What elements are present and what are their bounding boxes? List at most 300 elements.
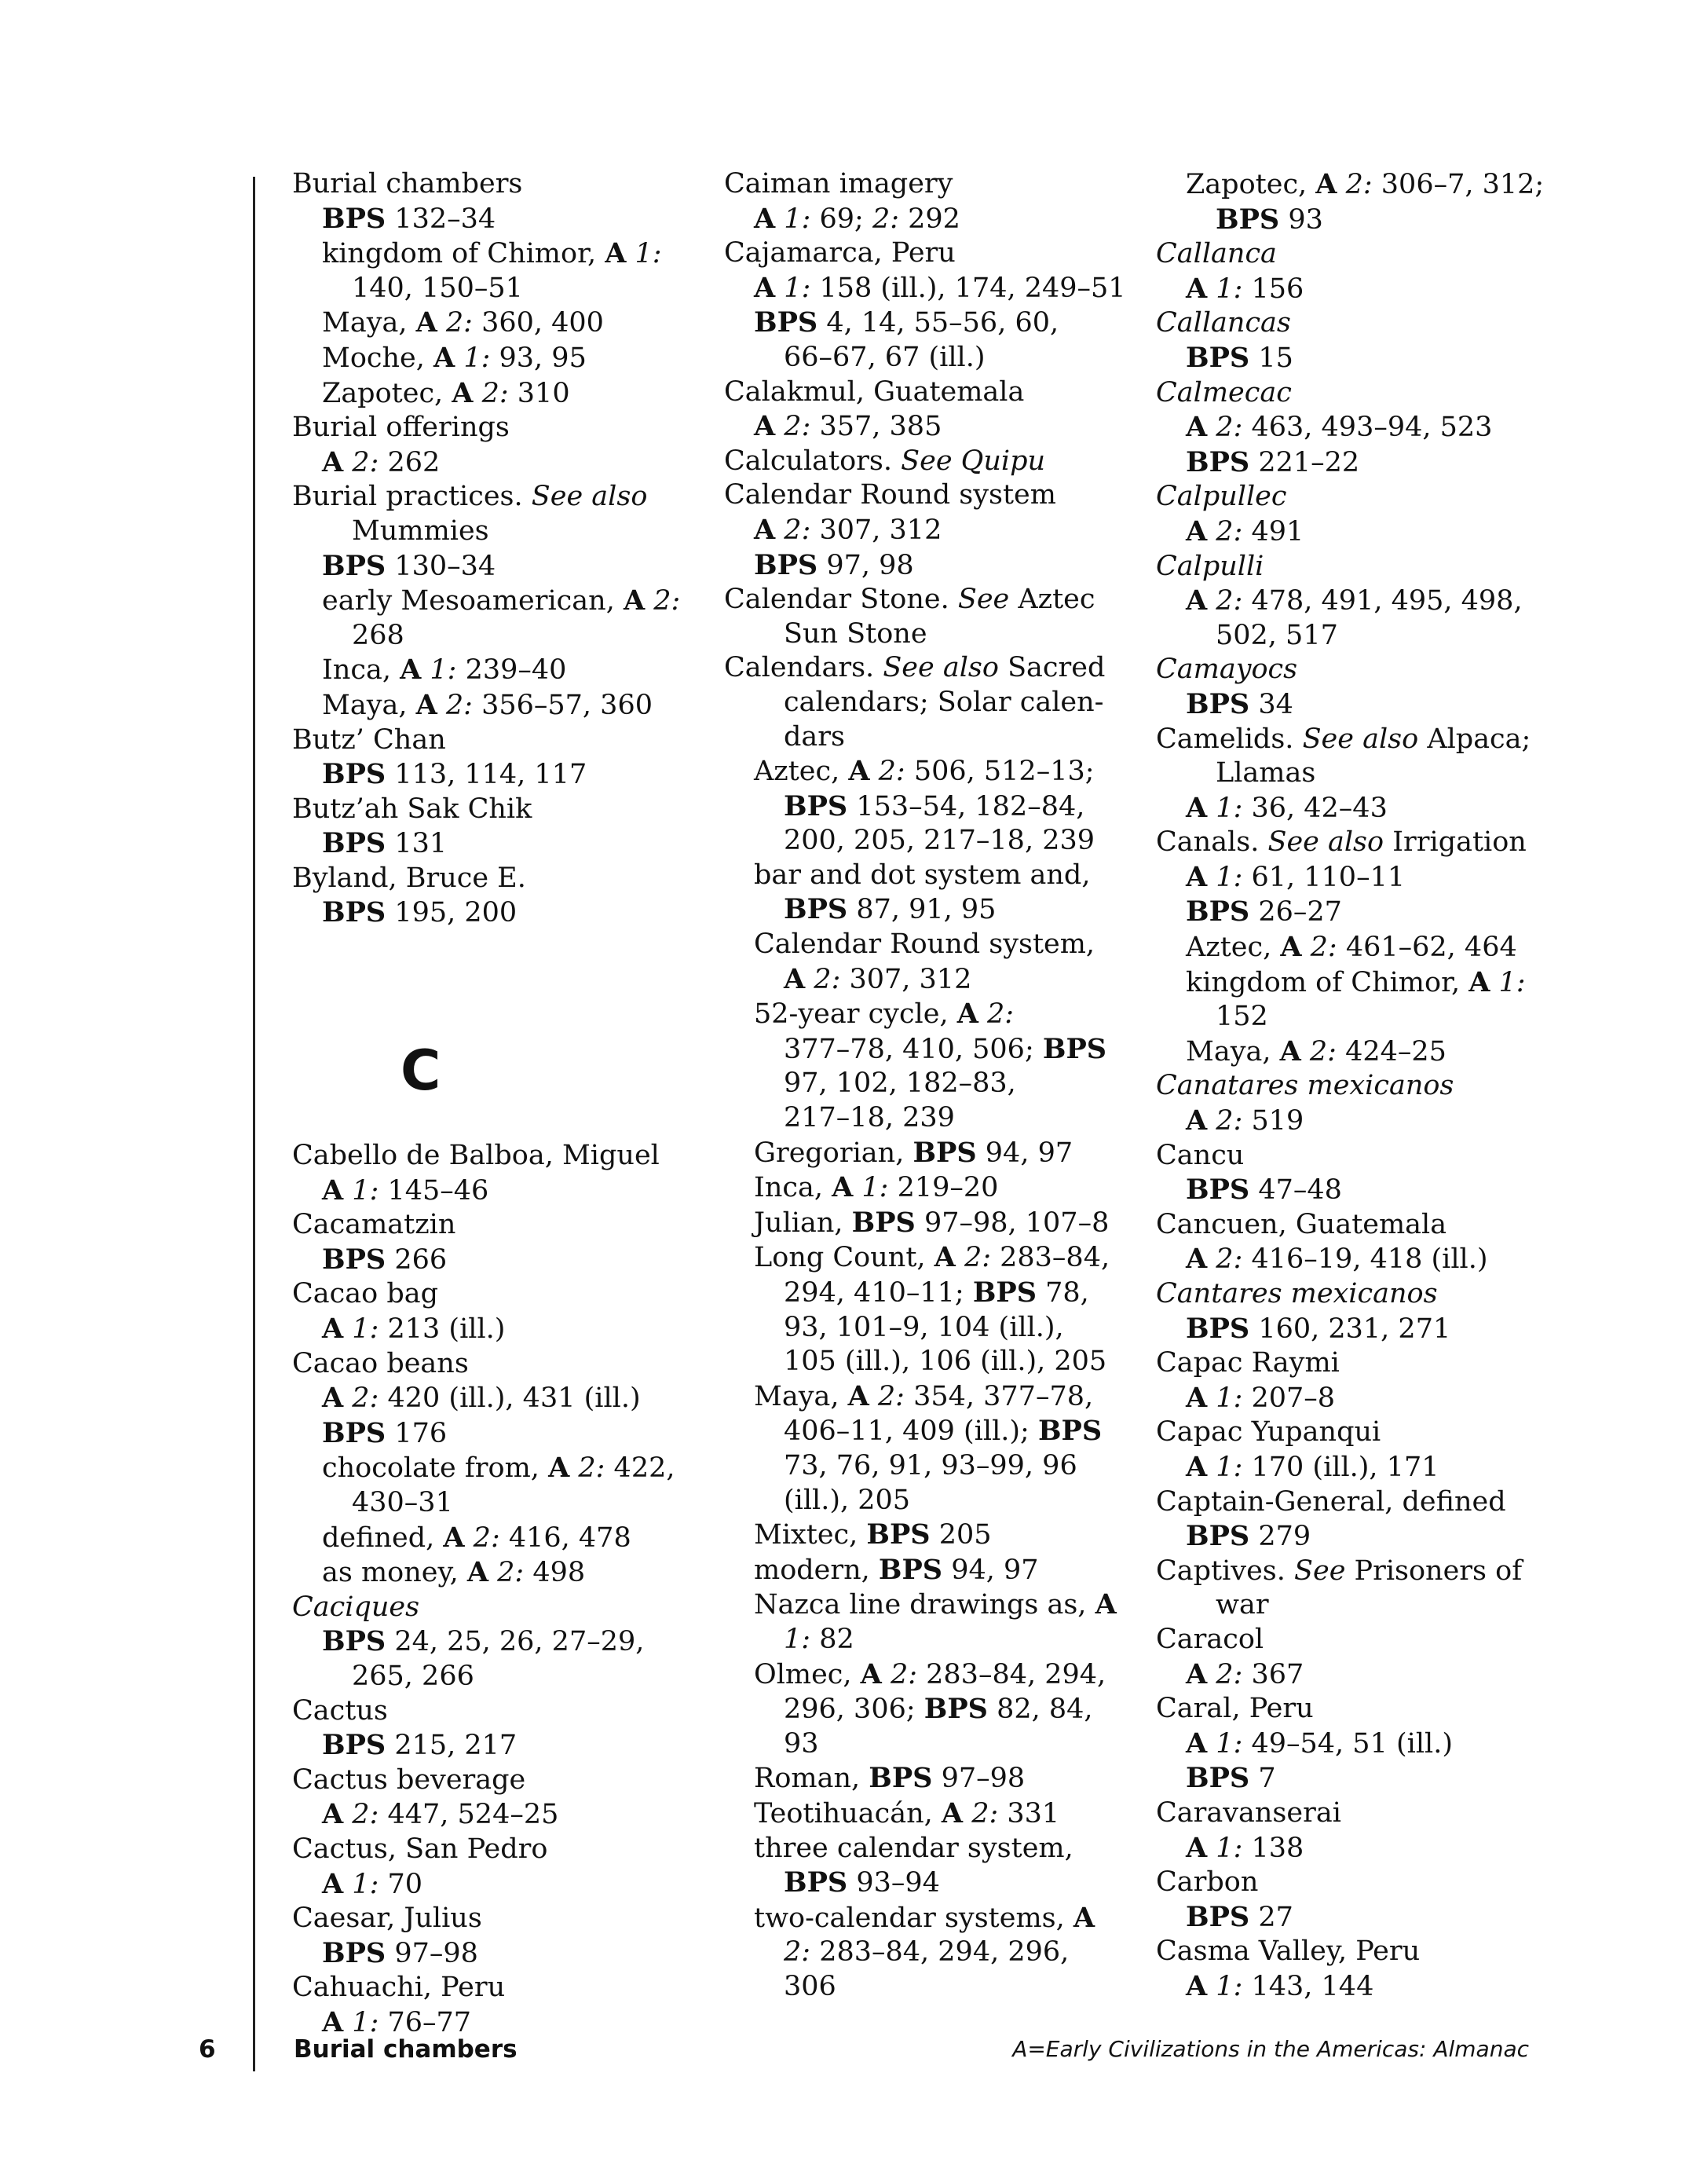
index-subentry bbox=[724, 617, 1164, 652]
volume-ref: BPS bbox=[322, 549, 386, 582]
italic-text: 2: bbox=[1216, 515, 1243, 547]
volume-ref: BPS bbox=[923, 1693, 988, 1726]
index-subentry bbox=[1156, 1900, 1627, 1935]
index-subentry bbox=[292, 1451, 732, 1486]
entry-text: 34 bbox=[1249, 688, 1293, 720]
volume-ref: A bbox=[1186, 1969, 1208, 2002]
italic-text: 2: bbox=[578, 1452, 605, 1485]
entry-text: Maya, bbox=[322, 689, 416, 721]
index-subentry bbox=[292, 895, 732, 931]
index-subentry bbox=[724, 789, 1164, 825]
entry-text bbox=[343, 1869, 352, 1900]
italic-text: See also bbox=[1302, 723, 1419, 755]
index-subentry bbox=[292, 653, 732, 688]
entry-text: Zapotec, bbox=[322, 377, 452, 409]
entry-text: Carbon bbox=[1156, 1866, 1259, 1899]
index-subentry bbox=[1156, 687, 1627, 723]
entry-text: 200, 205, 217–18, 239 bbox=[784, 825, 1095, 857]
entry-text: 306 bbox=[784, 1970, 836, 2002]
index-entry bbox=[1156, 1346, 1627, 1381]
index-subentry bbox=[1156, 1450, 1627, 1485]
entry-text bbox=[465, 1522, 474, 1554]
entry-text: 283–84, bbox=[991, 1242, 1110, 1274]
entry-text: 239–40 bbox=[456, 654, 567, 687]
entry-text: Calendar Round system, bbox=[754, 928, 1095, 961]
entry-text: 463, 493–94, 523 bbox=[1242, 412, 1493, 444]
entry-text: Calendars. bbox=[724, 652, 883, 684]
volume-ref: A bbox=[322, 1867, 344, 1900]
index-entry bbox=[724, 651, 1164, 686]
entry-text: 283–84, 294, 296, bbox=[810, 1936, 1070, 1968]
index-column-2 bbox=[724, 167, 1164, 2004]
italic-text: 1: bbox=[352, 1868, 379, 1900]
index-entry bbox=[1156, 1796, 1627, 1831]
volume-ref: BPS bbox=[1186, 341, 1250, 374]
entry-text: 97, 102, 182–83, bbox=[784, 1068, 1016, 1100]
volume-ref: A bbox=[1186, 1657, 1208, 1690]
index-entry bbox=[1156, 1866, 1627, 1900]
volume-ref: BPS bbox=[322, 758, 386, 791]
italic-text: 1: bbox=[1216, 861, 1243, 893]
volume-ref: A bbox=[1073, 1901, 1095, 1934]
entry-text: Cancuen, Guatemala bbox=[1156, 1208, 1447, 1240]
volume-ref: A bbox=[1186, 860, 1208, 893]
italic-text: 1: bbox=[861, 1172, 889, 1204]
volume-ref: A bbox=[956, 998, 978, 1031]
entry-text: early Mesoamerican, bbox=[322, 585, 624, 617]
entry-text bbox=[343, 1313, 352, 1345]
italic-text: See also bbox=[883, 652, 999, 684]
italic-text: 1: bbox=[1216, 1451, 1243, 1483]
italic-text: Cantares mexicanos bbox=[1156, 1278, 1438, 1309]
italic-text: 1: bbox=[352, 1313, 379, 1346]
entry-text: Cactus beverage bbox=[292, 1763, 526, 1796]
italic-text: Calpullec bbox=[1156, 481, 1287, 513]
entry-text: chocolate from, bbox=[322, 1452, 549, 1485]
entry-text bbox=[1302, 932, 1311, 963]
volume-ref: A bbox=[1186, 791, 1208, 824]
italic-text: 2: bbox=[1310, 932, 1337, 964]
entry-text: 97, 98 bbox=[817, 549, 914, 581]
index-entry bbox=[724, 375, 1164, 410]
italic-text: 1: bbox=[430, 654, 457, 687]
entry-text bbox=[1207, 1105, 1216, 1137]
entry-text: Moche, bbox=[322, 342, 434, 374]
index-subentry bbox=[724, 409, 1164, 445]
entry-text: 47–48 bbox=[1249, 1174, 1342, 1207]
entry-text: 94, 97 bbox=[976, 1137, 1073, 1169]
index-entry bbox=[1156, 723, 1627, 757]
volume-ref: BPS bbox=[322, 1936, 386, 1969]
index-subentry bbox=[1156, 756, 1627, 791]
entry-text: Calendar Round system bbox=[724, 479, 1056, 511]
entry-text: 69; bbox=[810, 203, 872, 235]
italic-text: 1: bbox=[784, 272, 811, 304]
index-entry bbox=[292, 1277, 732, 1312]
index-column-3 bbox=[1156, 167, 1627, 2004]
entry-text: 213 (ill.) bbox=[379, 1313, 506, 1346]
volume-ref: A bbox=[605, 237, 627, 270]
entry-text: Prisoners of bbox=[1345, 1555, 1523, 1587]
entry-text: 195, 200 bbox=[386, 897, 518, 929]
entry-text: 24, 25, 26, 27–29, bbox=[386, 1626, 645, 1658]
volume-ref: A bbox=[466, 1556, 488, 1589]
entry-text: Mixtec, bbox=[754, 1519, 867, 1551]
index-subentry bbox=[1156, 1761, 1627, 1796]
entry-text: Casma Valley, Peru bbox=[1156, 1935, 1421, 1968]
entry-text: Butz’ Chan bbox=[292, 723, 446, 756]
italic-text: 2: bbox=[784, 514, 811, 546]
italic-text: 2: bbox=[1309, 1035, 1337, 1068]
italic-text: Calpulli bbox=[1156, 550, 1264, 582]
entry-text: Cactus, San Pedro bbox=[292, 1833, 548, 1865]
entry-text: 158 (ill.), 174, 249–51 bbox=[810, 272, 1126, 304]
italic-text: 2: bbox=[1216, 1243, 1243, 1276]
index-subentry bbox=[1156, 341, 1627, 376]
index-subentry bbox=[292, 1797, 732, 1833]
entry-text bbox=[775, 203, 784, 235]
volume-ref: BPS bbox=[1186, 1762, 1250, 1795]
entry-text: Maya, bbox=[754, 1380, 848, 1412]
italic-text: 2: bbox=[971, 1797, 999, 1829]
entry-text: Sun Stone bbox=[784, 617, 927, 650]
entry-text: 406–11, 409 (ill.); bbox=[784, 1415, 1038, 1448]
index-subentry bbox=[724, 1379, 1164, 1415]
entry-text: Cacamatzin bbox=[292, 1209, 456, 1241]
index-subentry bbox=[724, 686, 1164, 720]
italic-text: 1: bbox=[1498, 966, 1526, 998]
index-subentry bbox=[1156, 1831, 1627, 1866]
entry-text: (ill.), 205 bbox=[784, 1484, 911, 1516]
index-subentry bbox=[1156, 1657, 1627, 1693]
entry-text bbox=[437, 690, 446, 721]
entry-text: 424–25 bbox=[1336, 1035, 1446, 1068]
italic-text: 2: bbox=[987, 998, 1015, 1031]
volume-ref: BPS bbox=[322, 1729, 386, 1762]
entry-text bbox=[805, 964, 814, 995]
index-entry bbox=[1156, 1069, 1627, 1104]
book-title: A=Early Civilizations in the Americas: Almanac bbox=[1012, 2036, 1529, 2062]
entry-text: Cactus bbox=[292, 1694, 388, 1727]
italic-text: 2: bbox=[877, 1380, 905, 1412]
entry-text bbox=[1207, 1833, 1216, 1864]
index-entry bbox=[1156, 1139, 1627, 1174]
index-subentry bbox=[1156, 1381, 1627, 1416]
index-subentry bbox=[724, 1727, 1164, 1762]
index-subentry bbox=[724, 1240, 1164, 1276]
volume-ref: A bbox=[1280, 931, 1302, 964]
entry-text: 416–19, 418 (ill.) bbox=[1242, 1243, 1488, 1276]
index-subentry bbox=[724, 1136, 1164, 1171]
volume-ref: BPS bbox=[878, 1553, 943, 1586]
entry-text: 66–67, 67 (ill.) bbox=[784, 341, 986, 373]
entry-text: 87, 91, 95 bbox=[847, 894, 997, 926]
section-letter-heading: C bbox=[400, 1038, 441, 1104]
index-subentry bbox=[1156, 515, 1627, 550]
entry-text: 93, 95 bbox=[490, 342, 587, 374]
entry-text: Llamas bbox=[1216, 757, 1316, 789]
volume-ref: A bbox=[322, 1798, 344, 1831]
volume-ref: A bbox=[934, 1241, 956, 1274]
entry-text: Capac Yupanqui bbox=[1156, 1416, 1381, 1448]
index-column-1 bbox=[292, 167, 732, 2041]
volume-ref: A bbox=[1186, 1727, 1208, 1760]
entry-text bbox=[455, 342, 463, 374]
index-subentry bbox=[724, 1692, 1164, 1727]
index-subentry bbox=[1156, 1035, 1627, 1070]
italic-text: 1: bbox=[784, 203, 811, 235]
index-subentry bbox=[1156, 167, 1627, 203]
volume-ref: BPS bbox=[1042, 1032, 1107, 1065]
entry-text: 26–27 bbox=[1249, 896, 1342, 928]
entry-text: Canals. bbox=[1156, 826, 1268, 859]
volume-ref: A bbox=[1186, 272, 1208, 305]
italic-text: Caciques bbox=[292, 1591, 420, 1623]
volume-ref: A bbox=[1186, 1243, 1208, 1276]
index-entry bbox=[1156, 1208, 1627, 1243]
volume-ref: A bbox=[1279, 1035, 1301, 1068]
entry-text: 152 bbox=[1216, 1001, 1268, 1033]
index-entry bbox=[292, 1902, 732, 1936]
entry-text: Burial offerings bbox=[292, 412, 510, 444]
index-entry bbox=[724, 167, 1164, 202]
volume-ref: BPS bbox=[784, 1866, 848, 1899]
entry-text bbox=[488, 1557, 497, 1588]
entry-text: bar and dot system and, bbox=[754, 859, 1091, 891]
index-subentry bbox=[724, 548, 1164, 584]
entry-text bbox=[421, 654, 430, 686]
entry-text: Julian, bbox=[754, 1207, 852, 1239]
entry-text: 296, 306; bbox=[784, 1694, 924, 1726]
index-subentry bbox=[1156, 619, 1627, 654]
index-subentry bbox=[292, 757, 732, 793]
entry-text bbox=[1207, 1382, 1216, 1414]
entry-text: 279 bbox=[1249, 1521, 1311, 1553]
entry-text: 82 bbox=[810, 1623, 854, 1655]
entry-text bbox=[343, 1799, 352, 1830]
entry-text: 207–8 bbox=[1242, 1382, 1336, 1414]
index-entry bbox=[1156, 306, 1627, 341]
index-entry bbox=[292, 1971, 732, 2005]
index-subentry bbox=[724, 754, 1164, 789]
index-subentry bbox=[724, 1866, 1164, 1901]
italic-text: 1: bbox=[352, 1174, 379, 1207]
entry-text: 93, 101–9, 104 (ill.), bbox=[784, 1311, 1064, 1343]
entry-text bbox=[343, 1382, 352, 1414]
entry-text: 377–78, 410, 506; bbox=[784, 1033, 1043, 1065]
volume-ref: BPS bbox=[972, 1276, 1037, 1309]
index-subentry bbox=[724, 271, 1164, 306]
index-subentry bbox=[292, 341, 732, 376]
index-subentry bbox=[724, 1832, 1164, 1866]
volume-ref: BPS bbox=[1186, 445, 1250, 478]
index-subentry bbox=[724, 1170, 1164, 1206]
entry-text: 461–62, 464 bbox=[1337, 932, 1517, 964]
index-subentry bbox=[292, 236, 732, 272]
entry-text: 76–77 bbox=[379, 2006, 472, 2038]
entry-text: Captives. bbox=[1156, 1555, 1295, 1587]
index-subentry bbox=[724, 1484, 1164, 1518]
volume-ref: A bbox=[1186, 515, 1208, 547]
index-subentry bbox=[1156, 1312, 1627, 1347]
index-subentry bbox=[292, 1660, 732, 1694]
volume-ref: BPS bbox=[322, 202, 386, 235]
volume-ref: BPS bbox=[1186, 1174, 1250, 1207]
entry-text: 331 bbox=[998, 1797, 1060, 1829]
index-subentry bbox=[724, 1935, 1164, 1970]
entry-text: 205 bbox=[930, 1519, 992, 1551]
volume-ref: A bbox=[322, 1313, 344, 1346]
entry-text: Calculators. bbox=[724, 445, 902, 477]
italic-text: Calmecac bbox=[1156, 376, 1292, 408]
index-subentry bbox=[292, 1312, 732, 1347]
entry-text: Irrigation bbox=[1384, 826, 1527, 859]
italic-text: 2: bbox=[784, 1936, 811, 1968]
entry-text: dars bbox=[784, 720, 845, 753]
volume-ref: A bbox=[1468, 965, 1490, 998]
entry-text: Alpaca; bbox=[1418, 723, 1531, 755]
italic-text: Callancas bbox=[1156, 307, 1291, 339]
index-subentry bbox=[724, 1623, 1164, 1657]
index-entry bbox=[292, 1763, 732, 1798]
italic-text: 2: bbox=[352, 446, 379, 478]
entry-text: 354, 377–78, bbox=[904, 1380, 1094, 1412]
entry-text bbox=[1490, 967, 1498, 998]
entry-text: 160, 231, 271 bbox=[1249, 1313, 1451, 1345]
entry-text: 132–34 bbox=[386, 203, 496, 235]
index-entry bbox=[292, 862, 732, 896]
index-subentry bbox=[724, 1345, 1164, 1379]
volume-ref: BPS bbox=[869, 1762, 933, 1795]
volume-ref: BPS bbox=[913, 1136, 977, 1169]
entry-text: 506, 512–13; bbox=[905, 756, 1095, 788]
index-subentry bbox=[724, 997, 1164, 1032]
italic-text: 2: bbox=[890, 1658, 918, 1690]
entry-text: Cahuachi, Peru bbox=[292, 1972, 506, 2004]
index-subentry bbox=[724, 928, 1164, 962]
volume-ref: A bbox=[1186, 1831, 1208, 1864]
volume-ref: A bbox=[848, 755, 870, 788]
entry-text bbox=[1301, 1036, 1310, 1068]
italic-text: 2: bbox=[872, 203, 900, 235]
index-subentry bbox=[292, 445, 732, 481]
entry-text bbox=[869, 1381, 878, 1412]
entry-text bbox=[1207, 1971, 1216, 2002]
index-subentry bbox=[724, 859, 1164, 893]
entry-text: 15 bbox=[1249, 342, 1293, 374]
volume-ref: A bbox=[322, 1382, 344, 1415]
entry-text bbox=[626, 238, 635, 269]
entry-text: Aztec bbox=[1009, 584, 1095, 616]
entry-text bbox=[1207, 1452, 1216, 1483]
index-subentry bbox=[724, 1970, 1164, 2005]
entry-text bbox=[1207, 273, 1216, 305]
index-subentry bbox=[1156, 445, 1627, 481]
index-entry bbox=[1156, 1692, 1627, 1727]
italic-text: 2: bbox=[878, 756, 905, 788]
entry-text: as money, bbox=[322, 1557, 467, 1589]
volume-ref: A bbox=[754, 513, 776, 546]
entry-text: 420 (ill.), 431 (ill.) bbox=[379, 1382, 641, 1415]
volume-ref: A bbox=[400, 654, 422, 687]
page-number: 6 bbox=[199, 2035, 216, 2064]
volume-ref: BPS bbox=[784, 893, 848, 926]
italic-text: 1: bbox=[1216, 273, 1243, 305]
italic-text: 2: bbox=[1345, 169, 1373, 200]
entry-text: 416, 478 bbox=[499, 1522, 631, 1554]
entry-text: 27 bbox=[1249, 1901, 1293, 1933]
entry-text: 70 bbox=[379, 1868, 423, 1900]
index-entry bbox=[292, 723, 732, 758]
volume-ref: A bbox=[847, 1379, 869, 1412]
entry-text: 156 bbox=[1242, 273, 1304, 305]
index-entry bbox=[292, 1208, 732, 1243]
entry-text: kingdom of Chimor, bbox=[322, 238, 605, 270]
index-subentry bbox=[1156, 1969, 1627, 2005]
entry-text: 4, 14, 55–56, 60, bbox=[817, 307, 1059, 339]
entry-text: 367 bbox=[1242, 1658, 1304, 1690]
index-entry bbox=[1156, 1935, 1627, 1969]
entry-text: calendars; Solar calen- bbox=[784, 686, 1104, 718]
entry-text: 94, 97 bbox=[942, 1554, 1039, 1586]
entry-text: 422, bbox=[605, 1452, 675, 1485]
volume-ref: BPS bbox=[1216, 203, 1280, 236]
entry-text: 97–98 bbox=[386, 1937, 478, 1969]
italic-text: 2: bbox=[352, 1382, 379, 1415]
index-subentry bbox=[724, 892, 1164, 928]
index-subentry bbox=[724, 1796, 1164, 1832]
entry-text bbox=[775, 515, 784, 546]
entry-text: Nazca line drawings as, bbox=[754, 1589, 1095, 1621]
index-subentry bbox=[292, 826, 732, 862]
volume-ref: A bbox=[1186, 1104, 1208, 1137]
index-subentry bbox=[724, 1032, 1164, 1068]
volume-ref: A bbox=[784, 962, 806, 995]
entry-text bbox=[1207, 412, 1216, 443]
italic-text: 2: bbox=[1216, 1658, 1243, 1690]
index-subentry bbox=[724, 306, 1164, 341]
volume-ref: A bbox=[1186, 584, 1208, 617]
entry-text bbox=[645, 585, 653, 617]
index-subentry bbox=[292, 1867, 732, 1903]
italic-text: 2: bbox=[352, 1799, 379, 1831]
entry-text: three calendar system, bbox=[754, 1832, 1073, 1864]
running-head: Burial chambers bbox=[294, 2035, 518, 2064]
index-subentry bbox=[724, 1101, 1164, 1136]
volume-ref: BPS bbox=[322, 827, 386, 860]
index-entry bbox=[1156, 1415, 1627, 1450]
entry-text: Burial chambers bbox=[292, 168, 523, 200]
index-subentry bbox=[724, 1761, 1164, 1796]
index-subentry bbox=[724, 341, 1164, 375]
entry-text bbox=[1207, 1659, 1216, 1690]
entry-text: 306–7, 312; bbox=[1372, 169, 1545, 200]
entry-text: Butz’ah Sak Chik bbox=[292, 793, 532, 825]
entry-text bbox=[956, 1242, 964, 1273]
index-subentry bbox=[292, 1243, 732, 1278]
entry-text: kingdom of Chimor, bbox=[1186, 966, 1469, 998]
entry-text: 294, 410–11; bbox=[784, 1277, 973, 1309]
index-subentry bbox=[1156, 1588, 1627, 1623]
entry-text: 356–57, 360 bbox=[472, 689, 653, 721]
index-subentry bbox=[1156, 272, 1627, 307]
volume-ref: BPS bbox=[1186, 1520, 1250, 1553]
index-subentry bbox=[1156, 1519, 1627, 1555]
index-subentry bbox=[292, 515, 732, 549]
entry-text: 52-year cycle, bbox=[754, 998, 957, 1031]
entry-text bbox=[1207, 585, 1216, 617]
entry-text: 219–20 bbox=[888, 1172, 999, 1204]
